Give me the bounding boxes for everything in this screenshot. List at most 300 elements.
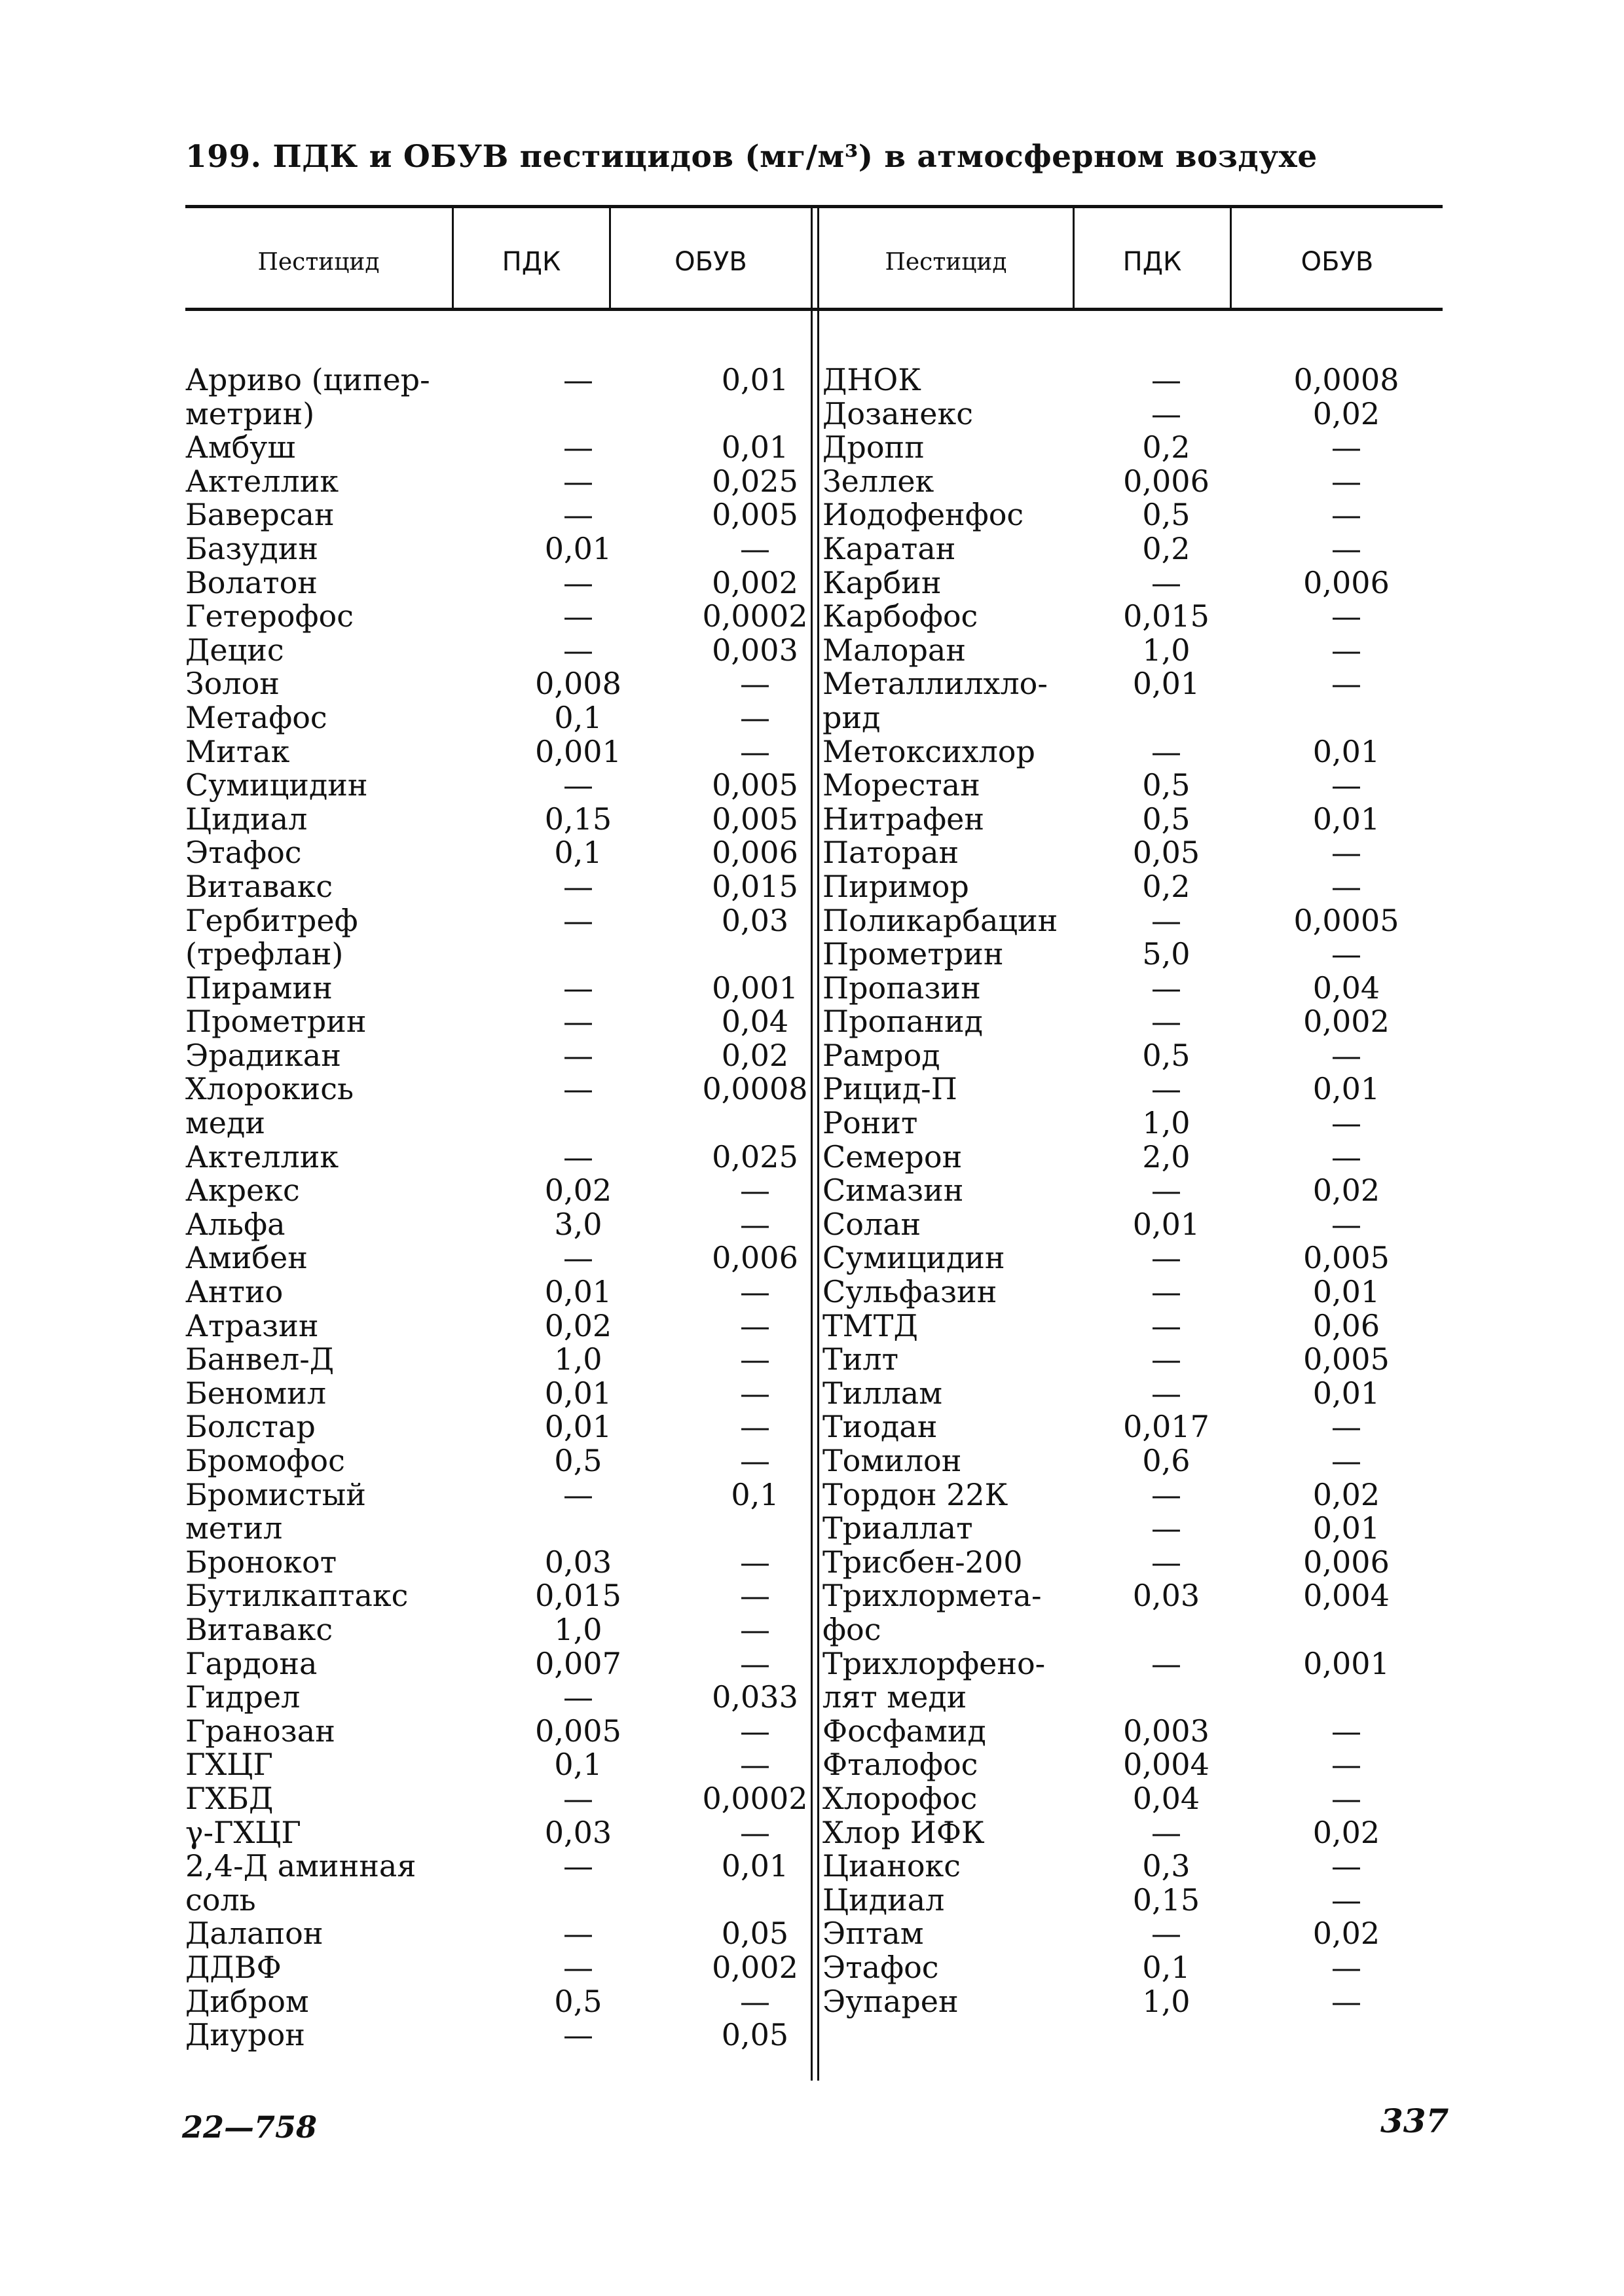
- table-row: [822, 1478, 1445, 1512]
- pdk-value: 0,1: [554, 699, 602, 735]
- table-row: [822, 1106, 1445, 1140]
- obuv-value: —: [740, 1443, 770, 1478]
- table-row: [185, 1951, 847, 1985]
- obuv-value: —: [740, 1814, 770, 1850]
- header-pesticide-left: Пестицид: [257, 248, 380, 276]
- pesticide-name: Метоксихлор: [822, 733, 1035, 769]
- pdk-value: 0,15: [1132, 1882, 1200, 1918]
- table-row: [822, 1039, 1445, 1073]
- pesticide-name: Солан: [822, 1206, 921, 1242]
- pdk-value: 0,007: [535, 1645, 621, 1681]
- obuv-value: 0,02: [1312, 1173, 1380, 1209]
- pesticide-name: Трихлорфено- лят меди: [822, 1645, 1046, 1715]
- pdk-value: 0,01: [544, 1274, 612, 1310]
- pdk-value: —: [563, 970, 593, 1006]
- pdk-value: —: [563, 564, 593, 600]
- pdk-value: 0,1: [1142, 1949, 1190, 1985]
- obuv-value: 0,01: [1312, 801, 1380, 837]
- header-bottom-rule: [185, 308, 1443, 311]
- pdk-value: —: [563, 1139, 593, 1175]
- table-row: [822, 1951, 1445, 1985]
- obuv-value: —: [740, 1409, 770, 1445]
- pdk-value: —: [563, 1848, 593, 1884]
- table-row: [822, 566, 1445, 600]
- pdk-value: —: [1151, 1004, 1181, 1040]
- pesticide-name: Цидиал: [822, 1882, 945, 1918]
- table-row: [185, 1343, 847, 1377]
- obuv-value: —: [1331, 1409, 1361, 1445]
- pdk-value: —: [563, 497, 593, 533]
- pdk-value: —: [563, 463, 593, 499]
- obuv-value: —: [1331, 1882, 1361, 1918]
- obuv-value: 0,01: [1312, 733, 1380, 769]
- pdk-value: —: [563, 1949, 593, 1985]
- obuv-value: —: [1331, 1105, 1361, 1141]
- obuv-value: —: [1331, 497, 1361, 533]
- obuv-value: 0,05: [721, 1916, 789, 1952]
- header-pdk-left: ПДК: [502, 247, 561, 277]
- table-row: [822, 1241, 1445, 1275]
- pdk-value: —: [563, 1679, 593, 1715]
- table-row: [185, 1715, 847, 1749]
- obuv-value: 0,04: [721, 1004, 789, 1040]
- pesticide-name: Тиодан: [822, 1409, 938, 1445]
- pdk-value: —: [1151, 1645, 1181, 1681]
- table-row: [185, 431, 847, 465]
- obuv-value: —: [1331, 868, 1361, 904]
- table-row: [185, 1377, 847, 1411]
- pdk-value: —: [1151, 1375, 1181, 1411]
- pesticide-name: Карбофос: [822, 598, 978, 634]
- obuv-value: 0,006: [712, 1240, 798, 1276]
- pesticide-name: Трихлормета- фос: [822, 1578, 1042, 1647]
- pdk-value: —: [1151, 362, 1181, 397]
- pdk-value: —: [1151, 1814, 1181, 1850]
- pdk-value: —: [563, 868, 593, 904]
- pesticide-name: Фосфамид: [822, 1713, 986, 1749]
- pdk-value: —: [563, 632, 593, 668]
- table-row: [822, 1715, 1445, 1749]
- table-row: [822, 634, 1445, 668]
- table-row: [822, 836, 1445, 870]
- pdk-value: 1,0: [1142, 1983, 1190, 2019]
- pesticide-name: Бромистый метил: [185, 1476, 366, 1546]
- obuv-value: —: [740, 1713, 770, 1749]
- pesticide-name: Актеллик: [185, 463, 339, 499]
- pesticide-name: Амибен: [185, 1240, 308, 1276]
- table-row: [822, 431, 1445, 465]
- obuv-value: —: [1331, 1949, 1361, 1985]
- table-row: [185, 1681, 847, 1715]
- pdk-value: —: [563, 1780, 593, 1816]
- pdk-value: —: [563, 1240, 593, 1276]
- pdk-value: 0,5: [554, 1443, 602, 1478]
- table-row: [822, 397, 1445, 431]
- obuv-value: —: [1331, 429, 1361, 465]
- obuv-value: 0,04: [1312, 970, 1380, 1006]
- obuv-value: 0,01: [1312, 1510, 1380, 1546]
- pesticide-name: Диурон: [185, 2017, 305, 2053]
- obuv-value: 0,02: [1312, 1814, 1380, 1850]
- pesticide-name: Гранозан: [185, 1713, 335, 1749]
- pesticide-name: Поликарбацин: [822, 902, 1058, 938]
- pesticide-name: Зеллек: [822, 463, 934, 499]
- pdk-value: —: [563, 1916, 593, 1952]
- page-number: 337: [1380, 2102, 1449, 2140]
- pesticide-name: Каратан: [822, 530, 956, 566]
- table-row: [822, 1208, 1445, 1242]
- pdk-value: 0,001: [535, 733, 621, 769]
- pdk-value: —: [1151, 1544, 1181, 1580]
- obuv-value: —: [1331, 1747, 1361, 1783]
- table-row: [185, 972, 847, 1006]
- pdk-value: 0,015: [1123, 598, 1209, 634]
- table-row: [822, 1816, 1445, 1850]
- table-row: [822, 1072, 1445, 1106]
- pdk-value: 0,008: [535, 666, 621, 702]
- table-row: [822, 1884, 1445, 1918]
- pdk-value: 0,006: [1123, 463, 1209, 499]
- obuv-value: 0,001: [712, 970, 798, 1006]
- obuv-value: —: [740, 1578, 770, 1614]
- pdk-value: —: [563, 598, 593, 634]
- pdk-value: 0,01: [544, 1375, 612, 1411]
- table-row: [822, 1275, 1445, 1309]
- pdk-value: 0,5: [1142, 801, 1190, 837]
- table-row: [185, 1005, 847, 1039]
- pesticide-name: Тиллам: [822, 1375, 942, 1411]
- pdk-value: 0,6: [1142, 1443, 1190, 1478]
- pesticide-name: Ронит: [822, 1105, 918, 1141]
- table-row: [822, 1782, 1445, 1816]
- obuv-value: —: [740, 1206, 770, 1242]
- table-row: [185, 1546, 847, 1580]
- pesticide-name: Метафос: [185, 699, 327, 735]
- obuv-value: —: [740, 1341, 770, 1377]
- pesticide-name: Пропанид: [822, 1004, 983, 1040]
- pdk-value: 0,5: [554, 1983, 602, 2019]
- obuv-value: 0,02: [1312, 395, 1380, 431]
- obuv-value: —: [1331, 463, 1361, 499]
- pesticide-name: Гетерофос: [185, 598, 354, 634]
- obuv-value: 0,005: [1303, 1240, 1390, 1276]
- pdk-value: 0,005: [535, 1713, 621, 1749]
- table-row: [822, 600, 1445, 634]
- obuv-value: —: [740, 1274, 770, 1310]
- pdk-value: —: [563, 767, 593, 803]
- pesticide-name: Рицид-П: [822, 1071, 957, 1107]
- table-row: [185, 634, 847, 668]
- pesticide-name: Акрекс: [185, 1173, 300, 1209]
- obuv-value: 0,1: [731, 1476, 779, 1512]
- pesticide-name: Дозанекс: [822, 395, 973, 431]
- pesticide-name: Витавакс: [185, 1611, 333, 1647]
- table-row: [185, 1174, 847, 1208]
- pdk-value: 3,0: [554, 1206, 602, 1242]
- table-row: [185, 1613, 847, 1647]
- pdk-value: —: [1151, 733, 1181, 769]
- obuv-value: —: [740, 733, 770, 769]
- pdk-value: —: [1151, 1307, 1181, 1343]
- pdk-value: 1,0: [554, 1341, 602, 1377]
- table-row: [185, 1816, 847, 1850]
- pdk-value: 0,05: [1132, 835, 1200, 871]
- obuv-value: 0,02: [1312, 1476, 1380, 1512]
- pdk-value: —: [1151, 902, 1181, 938]
- obuv-value: 0,01: [1312, 1274, 1380, 1310]
- table-row: [822, 1512, 1445, 1546]
- table-row: [822, 1309, 1445, 1343]
- obuv-value: 0,005: [712, 497, 798, 533]
- pesticide-name: Хлорокись меди: [185, 1071, 354, 1141]
- table-row: [822, 1377, 1445, 1411]
- pesticide-name: Бутилкаптакс: [185, 1578, 409, 1614]
- pesticide-name: Фталофос: [822, 1747, 978, 1783]
- table-row: [822, 667, 1445, 735]
- table-row: [822, 938, 1445, 972]
- obuv-value: —: [740, 1983, 770, 2019]
- obuv-value: —: [740, 1375, 770, 1411]
- pesticide-name: Сумицидин: [185, 767, 368, 803]
- table-row: [185, 701, 847, 735]
- pesticide-name: Паторан: [822, 835, 959, 871]
- pesticide-name: Пиримор: [822, 868, 969, 904]
- obuv-value: —: [740, 530, 770, 566]
- table-row: [185, 1208, 847, 1242]
- pesticide-name: Малоран: [822, 632, 966, 668]
- obuv-value: 0,05: [721, 2017, 789, 2053]
- print-code: 22—758: [182, 2109, 318, 2145]
- pesticide-name: Пирамин: [185, 970, 333, 1006]
- obuv-value: 0,025: [712, 463, 798, 499]
- obuv-value: 0,0002: [702, 1780, 808, 1816]
- table-row: [822, 498, 1445, 532]
- table-row: [185, 1647, 847, 1681]
- pesticide-name: Гидрел: [185, 1679, 301, 1715]
- header-obuv-left: ОБУВ: [674, 247, 747, 277]
- obuv-value: —: [1331, 530, 1361, 566]
- pdk-value: 0,1: [554, 835, 602, 871]
- pesticide-name: Болстар: [185, 1409, 316, 1445]
- pdk-value: —: [563, 1476, 593, 1512]
- header-pdk-right: ПДК: [1122, 247, 1182, 277]
- pdk-value: 0,02: [544, 1173, 612, 1209]
- obuv-value: —: [1331, 767, 1361, 803]
- top-rule: [185, 205, 1443, 208]
- obuv-value: 0,01: [1312, 1071, 1380, 1107]
- pesticide-name: Семерон: [822, 1139, 963, 1175]
- table-row: [822, 532, 1445, 566]
- table-row: [822, 904, 1445, 938]
- pesticide-name: Эрадикан: [185, 1037, 341, 1073]
- pesticide-name: Трисбен-200: [822, 1544, 1023, 1580]
- pdk-value: 1,0: [1142, 1105, 1190, 1141]
- table-row: [185, 735, 847, 769]
- pesticide-name: Волатон: [185, 564, 318, 600]
- table-row: [822, 735, 1445, 769]
- pdk-value: —: [1151, 1916, 1181, 1952]
- pesticide-name: Базудин: [185, 530, 319, 566]
- pesticide-name: Децис: [185, 632, 284, 668]
- pesticide-name: Иодофенфос: [822, 497, 1024, 533]
- pdk-value: 0,15: [544, 801, 612, 837]
- obuv-value: 0,015: [712, 868, 798, 904]
- pesticide-name: Прометрин: [822, 936, 1004, 972]
- pdk-value: —: [1151, 395, 1181, 431]
- table-row: [185, 498, 847, 532]
- pdk-value: 0,03: [544, 1814, 612, 1850]
- table-row: [185, 1444, 847, 1478]
- header-pesticide-right: Пестицид: [885, 248, 1007, 276]
- pdk-value: —: [563, 362, 593, 397]
- pesticide-name: Бромофос: [185, 1443, 345, 1478]
- obuv-value: —: [1331, 632, 1361, 668]
- table-row: [185, 870, 847, 904]
- obuv-value: 0,0005: [1293, 902, 1399, 938]
- obuv-value: —: [740, 1307, 770, 1343]
- pdk-value: —: [1151, 564, 1181, 600]
- pesticide-name: Рамрод: [822, 1037, 940, 1073]
- table-row: [822, 803, 1445, 837]
- pdk-value: 0,02: [544, 1307, 612, 1343]
- pesticide-name: Актеллик: [185, 1139, 339, 1175]
- table-row: [185, 836, 847, 870]
- table-row: [822, 1985, 1445, 2019]
- table-row: [822, 870, 1445, 904]
- pesticide-name: Антио: [185, 1274, 284, 1310]
- pesticide-name: Томилон: [822, 1443, 962, 1478]
- obuv-value: —: [1331, 936, 1361, 972]
- table-row: [185, 1478, 847, 1546]
- pdk-value: 0,3: [1142, 1848, 1190, 1884]
- pesticide-name: Тилт: [822, 1341, 899, 1377]
- table-row: [822, 1410, 1445, 1444]
- pdk-value: 0,01: [544, 1409, 612, 1445]
- pdk-value: —: [1151, 970, 1181, 1006]
- obuv-value: 0,002: [1303, 1004, 1390, 1040]
- pdk-value: 0,004: [1123, 1747, 1209, 1783]
- table-row: [185, 1782, 847, 1816]
- table-row: [822, 1140, 1445, 1175]
- obuv-value: —: [1331, 1780, 1361, 1816]
- table-row: [185, 904, 847, 972]
- pesticide-name: Пропазин: [822, 970, 981, 1006]
- obuv-value: —: [1331, 1443, 1361, 1478]
- pesticide-name: Симазин: [822, 1173, 964, 1209]
- pesticide-name: Дибром: [185, 1983, 309, 2019]
- pesticide-name: Атразин: [185, 1307, 319, 1343]
- table-row: [185, 1072, 847, 1140]
- table-caption: 199. ПДК и ОБУВ пестицидов (мг/м³) в атмосферном воздухе: [185, 139, 1318, 175]
- obuv-value: —: [740, 1544, 770, 1580]
- table-row: [185, 1241, 847, 1275]
- pdk-value: —: [563, 429, 593, 465]
- pesticide-name: Бронокот: [185, 1544, 337, 1580]
- obuv-value: —: [1331, 1139, 1361, 1175]
- table-row: [185, 1850, 847, 1917]
- obuv-value: —: [1331, 1206, 1361, 1242]
- obuv-value: —: [1331, 598, 1361, 634]
- pesticide-name: Хлор ИФК: [822, 1814, 985, 1850]
- table-row: [822, 1579, 1445, 1647]
- table-row: [822, 1546, 1445, 1580]
- obuv-value: —: [1331, 1037, 1361, 1073]
- pesticide-name: Арриво (ципер- метрин): [185, 362, 430, 431]
- table-row: [185, 465, 847, 499]
- pdk-value: 1,0: [1142, 632, 1190, 668]
- table-row: [822, 363, 1445, 397]
- pdk-value: —: [563, 1071, 593, 1107]
- pdk-value: —: [563, 902, 593, 938]
- obuv-value: 0,001: [1303, 1645, 1390, 1681]
- table-row: [185, 769, 847, 803]
- obuv-value: —: [740, 699, 770, 735]
- pesticide-name: Триаллат: [822, 1510, 973, 1546]
- pesticide-name: Сульфазин: [822, 1274, 997, 1310]
- table-row: [185, 2018, 847, 2052]
- pesticide-name: Дропп: [822, 429, 925, 465]
- pesticide-name: Беномил: [185, 1375, 327, 1411]
- pesticide-name: Витавакс: [185, 868, 333, 904]
- table-row: [185, 532, 847, 566]
- pdk-value: 0,5: [1142, 1037, 1190, 1073]
- pesticide-name: Нитрафен: [822, 801, 984, 837]
- pesticide-name: Сумицидин: [822, 1240, 1005, 1276]
- table-row: [822, 1850, 1445, 1884]
- obuv-value: 0,0008: [702, 1071, 808, 1107]
- obuv-value: 0,004: [1303, 1578, 1390, 1614]
- obuv-value: 0,003: [712, 632, 798, 668]
- table-row: [185, 1275, 847, 1309]
- table-row: [185, 1985, 847, 2019]
- pdk-value: 0,01: [1132, 666, 1200, 702]
- table-row: [822, 1005, 1445, 1039]
- pdk-value: 0,03: [544, 1544, 612, 1580]
- obuv-value: —: [740, 1645, 770, 1681]
- pdk-value: 0,015: [535, 1578, 621, 1614]
- obuv-value: 0,006: [1303, 1544, 1390, 1580]
- pesticide-name: Тордон 22К: [822, 1476, 1008, 1512]
- pdk-value: 0,04: [1132, 1780, 1200, 1816]
- table-row: [822, 1647, 1445, 1715]
- pdk-value: 0,01: [544, 530, 612, 566]
- pesticide-name: Далапон: [185, 1916, 323, 1952]
- obuv-value: —: [740, 666, 770, 702]
- pdk-value: —: [1151, 1240, 1181, 1276]
- obuv-value: —: [740, 1747, 770, 1783]
- pesticide-name: 2,4-Д аминная соль: [185, 1848, 416, 1918]
- pesticide-name: Цианокс: [822, 1848, 961, 1884]
- pesticide-name: ТМТД: [822, 1307, 918, 1343]
- obuv-value: —: [1331, 1983, 1361, 2019]
- left-table-body: [185, 363, 847, 2052]
- pdk-value: —: [563, 1004, 593, 1040]
- pesticide-name: Гардона: [185, 1645, 318, 1681]
- pesticide-name: Карбин: [822, 564, 942, 600]
- table-row: [185, 1410, 847, 1444]
- table-row: [185, 1917, 847, 1951]
- table-row: [185, 1309, 847, 1343]
- table-row: [822, 769, 1445, 803]
- table-row: [822, 1917, 1445, 1951]
- table-row: [185, 1579, 847, 1613]
- obuv-value: —: [1331, 666, 1361, 702]
- obuv-value: 0,0008: [1293, 362, 1399, 397]
- pdk-value: 0,2: [1142, 530, 1190, 566]
- pesticide-name: Эптам: [822, 1916, 924, 1952]
- pdk-value: 0,5: [1142, 497, 1190, 533]
- pesticide-name: ДДВФ: [185, 1949, 282, 1985]
